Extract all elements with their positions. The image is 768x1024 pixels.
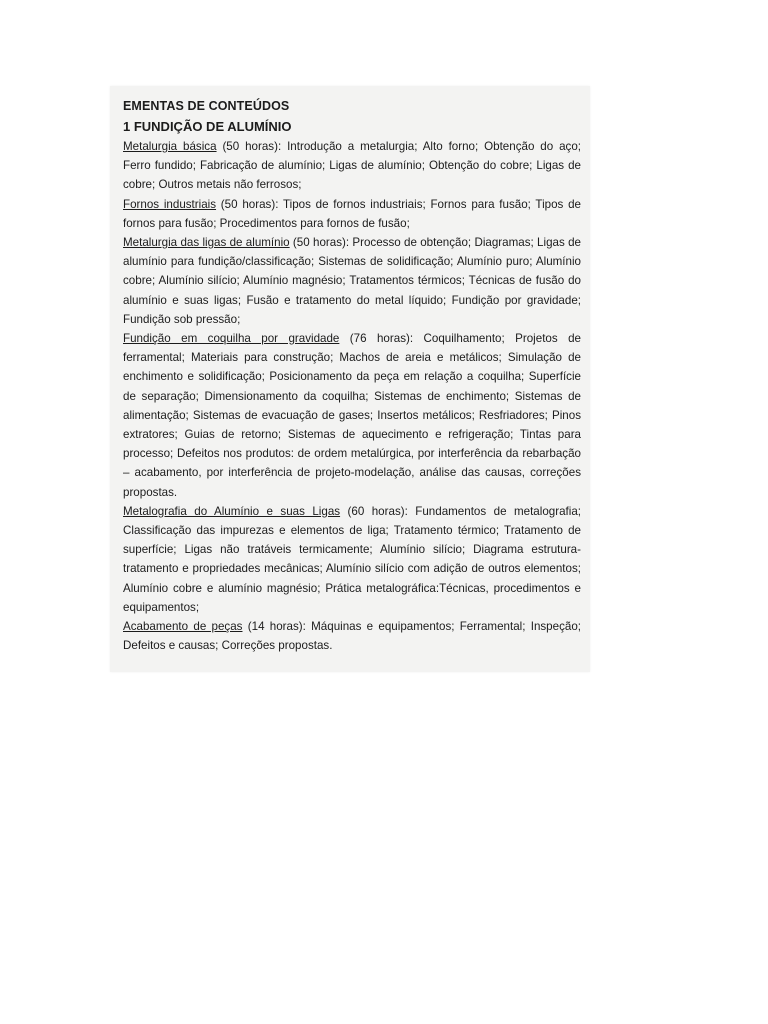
module-content: Máquinas e equipamentos; Ferramental; Inspeção; Defeitos e causas; Correções propostas.: [123, 620, 581, 653]
document-body: [123, 98, 581, 655]
module-hours: (60 horas):: [340, 504, 416, 518]
module-name: Fundição em coquilha por gravidade: [123, 332, 340, 346]
section-title: 1 FUNDIÇÃO DE ALUMÍNIO: [123, 119, 292, 134]
module-hours: (14 horas):: [242, 620, 312, 634]
module-name: Metalurgia das ligas de alumínio: [123, 236, 290, 250]
module-content: Introdução a metalurgia; Alto forno; Obtenção do aço; Ferro fundido; Fabricação de alumínio; Ligas de alumínio; Obtenção do cobre; Ligas de cobre; Outros metais não ferrosos;: [123, 140, 581, 192]
module-content: Processo de obtenção; Diagramas; Ligas de alumínio para fundição/classificação; Sistemas de solidificação; Alumínio puro; Alumínio cobre; Alumínio silício; Alumínio magnésio; Tratamentos térmicos; Técnicas de fusão do alumínio e suas ligas; Fusão e tratamento do metal líquido; Fundição por gravidade; Fundição sob pressão;: [123, 236, 581, 326]
scanned-page: [110, 86, 590, 672]
module-fundicao-coquilha: [123, 329, 581, 502]
module-hours: (50 horas):: [216, 197, 283, 211]
module-acabamento-pecas: [123, 617, 581, 655]
module-metalurgia-basica: [123, 137, 581, 195]
module-hours: (50 horas):: [216, 140, 288, 153]
module-fornos-industriais: [123, 195, 581, 233]
module-hours: (76 horas):: [339, 332, 424, 346]
module-hours: (50 horas):: [289, 236, 353, 250]
module-content: Coquilhamento; Projetos de ferramental; Materiais para construção; Machos de areia e metálicos; Simulação de enchimento e solidificação; Posicionamento da peça em relação a coquilha; Superfície de separação; Dimensionamento da coquilha; Sistemas de enchimento; Sistemas de alimentação; Sistemas de evacuação de gases; Insertos metálicos; Resfriadores; Pinos extratores; Guias de retorno; Sistemas de aquecimento e refrigeração; Tintas para processo; Defeitos nos produtos: de ordem metalúrgica, por interferência da rebarbação – acabamento, por interferência de projeto-modelação, análise das causas, correções propostas.: [123, 332, 581, 499]
module-metalografia: [123, 502, 581, 617]
module-content: Tipos de fornos industriais; Fornos para fusão; Tipos de fornos para fusão; Procedimentos para fornos de fusão;: [123, 197, 582, 230]
module-metalurgia-ligas-aluminio: [123, 233, 581, 329]
module-name: Metalurgia básica: [123, 140, 217, 153]
module-content: Fundamentos de metalografia; Classificação das impurezas e elementos de liga; Tratamento térmico; Tratamento de superfície; Ligas não tratáveis termicamente; Alumínio silício; Diagrama estrutura-tratamento e propriedades mecânicas; Alumínio silício com adição de outros elementos; Alumínio cobre e alumínio magnésio; Prática metalográfica:Técnicas, procedimentos e equipamentos;: [123, 504, 581, 614]
document-title: EMENTAS DE CONTEÚDOS: [123, 99, 290, 113]
module-name: Fornos industriais: [123, 197, 217, 211]
module-name: Metalografia do Alumínio e suas Ligas: [123, 504, 341, 518]
module-name: Acabamento de peças: [123, 620, 243, 634]
